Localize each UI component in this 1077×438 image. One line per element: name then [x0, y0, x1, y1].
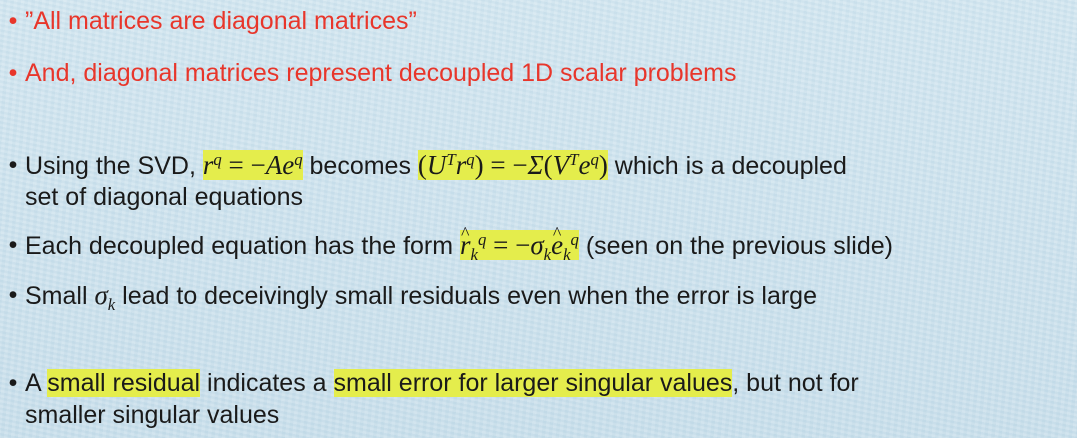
text-segment: Small	[25, 282, 95, 310]
text-segment: lead to deceivingly small residuals even when the error is large	[115, 282, 817, 310]
bullet-text: And, diagonal matrices represent decoupled 1D scalar problems	[25, 59, 737, 87]
bullet-marker: •	[8, 281, 18, 309]
equation-residual: $r^q = -Ae^q$	[202, 149, 303, 180]
text-segment: , but not for	[732, 369, 859, 397]
bullet-text-line2: smaller singular values	[25, 401, 280, 429]
equation-decoupled-form: r $\^{}_k^q = -\sigma_ke$ $\^{}_k^q$	[460, 230, 579, 260]
bullet-marker: •	[8, 151, 18, 179]
text-segment: (seen on the previous slide)	[578, 232, 893, 260]
highlight-small-residual: small residual	[47, 369, 201, 397]
bullet-text	[25, 150, 847, 181]
text-segment: which is a decoupled	[607, 152, 847, 180]
bullet-marker: •	[8, 7, 18, 35]
bullet-marker: •	[8, 369, 18, 397]
equation-sigma-k: $\sigma_k$	[94, 280, 116, 314]
bullet-text	[25, 280, 817, 314]
bullet-text-line2: set of diagonal equations	[25, 183, 303, 211]
bullet-text: ”All matrices are diagonal matrices”	[25, 7, 417, 35]
bullet-marker: •	[8, 231, 18, 259]
bullet-text	[25, 229, 893, 264]
bullet-text	[25, 368, 859, 398]
text-segment: becomes	[302, 152, 418, 180]
text-segment: Using the SVD,	[25, 152, 203, 180]
bullet-marker: •	[8, 59, 18, 87]
text-segment: Each decoupled equation has the form	[25, 232, 461, 260]
highlight-small-error: small error for larger singular values	[333, 369, 733, 397]
text-segment: indicates a	[200, 369, 334, 397]
text-segment: A	[25, 369, 48, 397]
equation-svd-transform: $(U^Tr^q) = -\Sigma(V^Te^q)$	[417, 149, 608, 180]
